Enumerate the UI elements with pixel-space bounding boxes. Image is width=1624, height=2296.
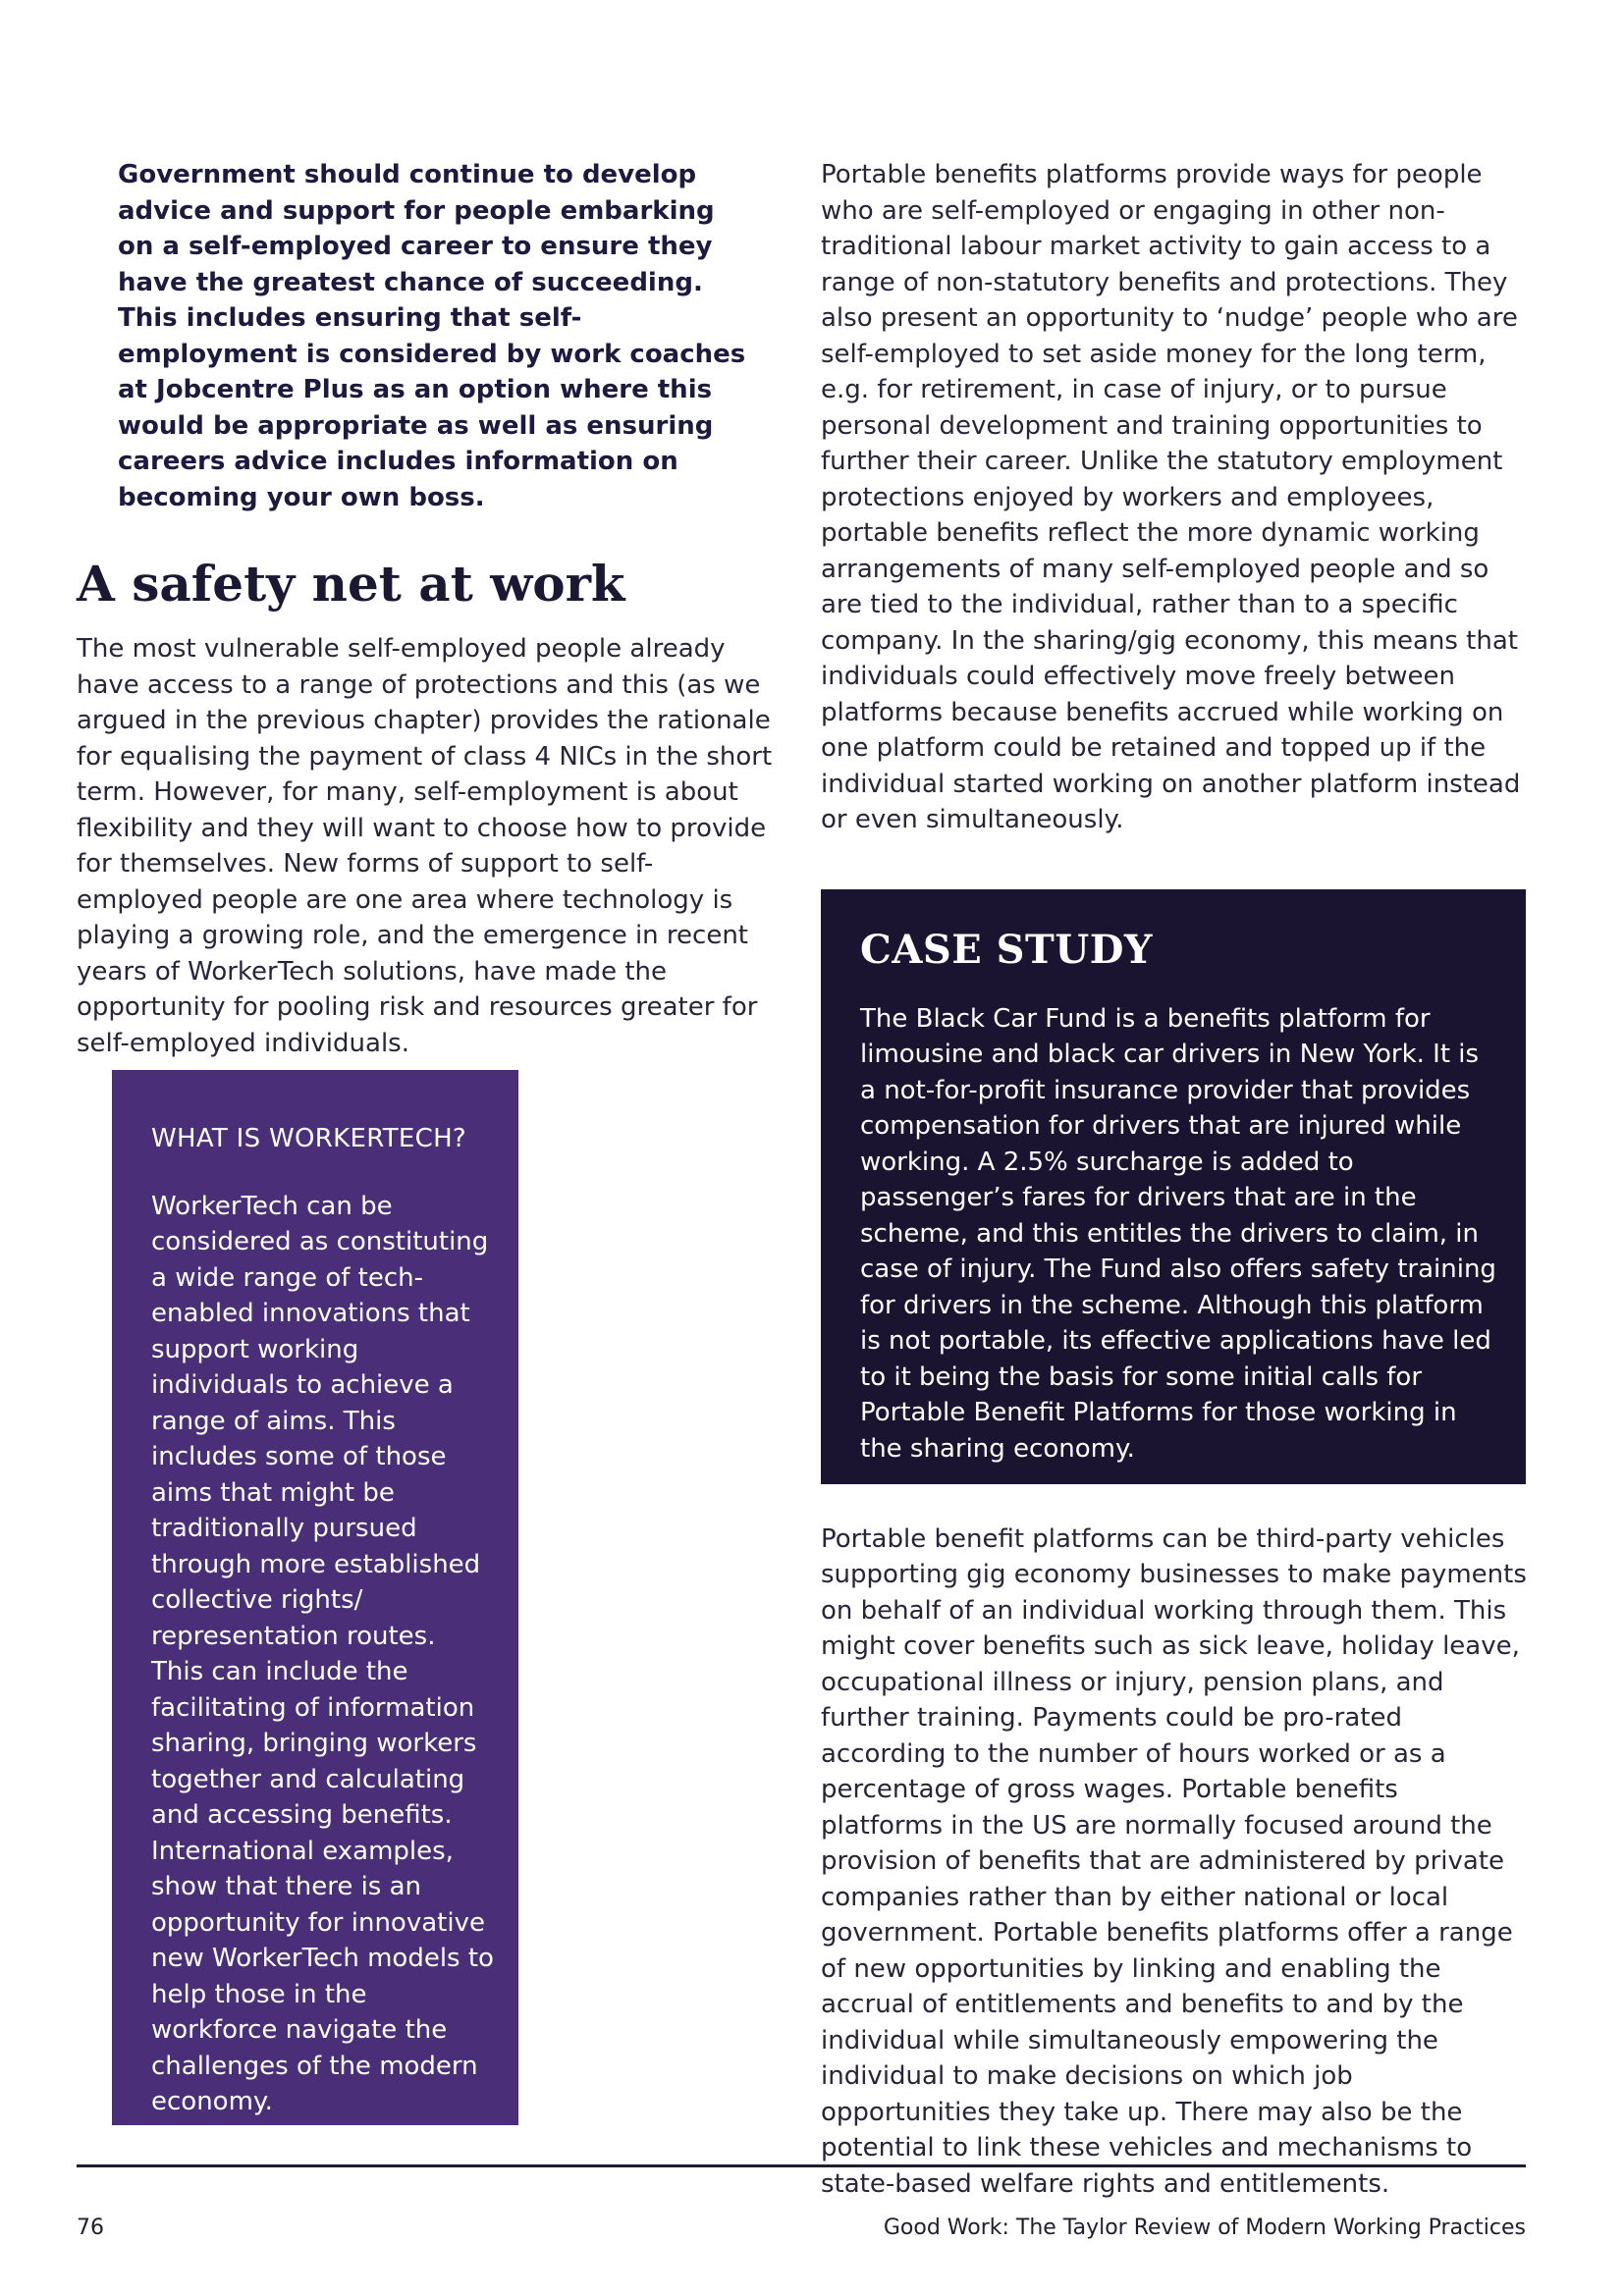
workertech-box xyxy=(112,1070,518,2125)
case-study-body: The Black Car Fund is a benefits platform for limousine and black car drivers in New York. It is a not-for-profit insurance provider that provides compensation for drivers that are injured while working. A 2.5% surcharge is added to passenger’s fares for drivers that are in the scheme, and this entitles the drivers to claim, in case of injury. The Fund also offers safety training for drivers in the scheme. Although this platform is not portable, its effective applications have led to it being the basis for some initial calls for Portable Benefit Platforms for those working in the sharing economy. xyxy=(860,1003,1496,1464)
footer-title: Good Work: The Taylor Review of Modern Working Practices xyxy=(883,2216,1526,2240)
page-number: 76 xyxy=(77,2216,104,2240)
intro-paragraph: The most vulnerable self-employed people already have access to a range of protections and this (as we argued in the previous chapter) provides the rationale for equalising the payment of class 4 NICs in the short term. However, for many, self-employment is about flexibility and they will want to choose how to provide for themselves. New forms of support to self-employed people are one area where technology is playing a growing role, and the emergence in recent years of WorkerTech solutions, have made the opportunity for pooling risk and resources greater for self-employed individuals. xyxy=(77,634,773,1058)
workertech-body: WorkerTech can be considered as constituting a wide range of tech-enabled innovations that support working individuals to achieve a range of aims. This includes some of those aims that might be traditionally pursued through more established collective rights/ representation routes. This can include the facilitating of information sharing, bringing workers together and calculating and accessing benefits. International examples, show that there is an opportunity for innovative new WorkerTech models to help those in the workforce navigate the challenges of the modern economy. xyxy=(151,1191,494,2116)
portable-benefits-paragraph-1: Portable benefits platforms provide ways for people who are self-employed or engaging in other non-traditional labour market activity to gain access to a range of non-statutory benefits and protections. They also present an opportunity to ‘nudge’ people who are self-employed to set aside money for the long term, e.g. for retirement, in case of injury, or to pursue personal development and training opportunities to further their career. Unlike the statutory employment protections enjoyed by workers and employees, portable benefits reflect the more dynamic working arrangements of many self-employed people and so are tied to the individual, rather than to a specific company. In the sharing/gig economy, this means that individuals could effectively move freely between platforms because benefits accrued while working on one platform could be retained and topped up if the individual started working on another platform instead or even simultaneously. xyxy=(821,160,1521,834)
section-heading: A safety net at work xyxy=(77,555,625,613)
case-study-box xyxy=(821,889,1526,1484)
footer-divider xyxy=(77,2164,1526,2167)
recommendation-text: Government should continue to develop advice and support for people embarking on a self-employed career to ensure they have the greatest chance of succeeding. This includes ensuring that self-employment is considered by work coaches at Jobcentre Plus as an option where this would be appropriate as well as ensuring careers advice includes information on becoming your own boss. xyxy=(118,160,746,512)
portable-benefits-paragraph-2: Portable benefit platforms can be third-party vehicles supporting gig economy businesses to make payments on behalf of an individual working through them. This might cover benefits such as sick leave, holiday leave, occupational illness or injury, pension plans, and further training. Payments could be pro-rated according to the number of hours worked or as a percentage of gross wages. Portable benefits platforms in the US are normally focused around the provision of benefits that are administered by private companies rather than by either national or local government. Portable benefits platforms offer a range of new opportunities by linking and enabling the accrual of entitlements and benefits to and by the individual while simultaneously empowering the individual to make decisions on which job opportunities they take up. There may also be the potential to link these vehicles and mechanisms to state-based welfare rights and entitlements. xyxy=(821,1523,1527,2199)
left-column xyxy=(77,157,774,1061)
right-column xyxy=(821,157,1528,2202)
workertech-title: WHAT IS WORKERTECH? xyxy=(151,1124,467,1153)
case-study-title: CASE STUDY xyxy=(860,926,1153,973)
